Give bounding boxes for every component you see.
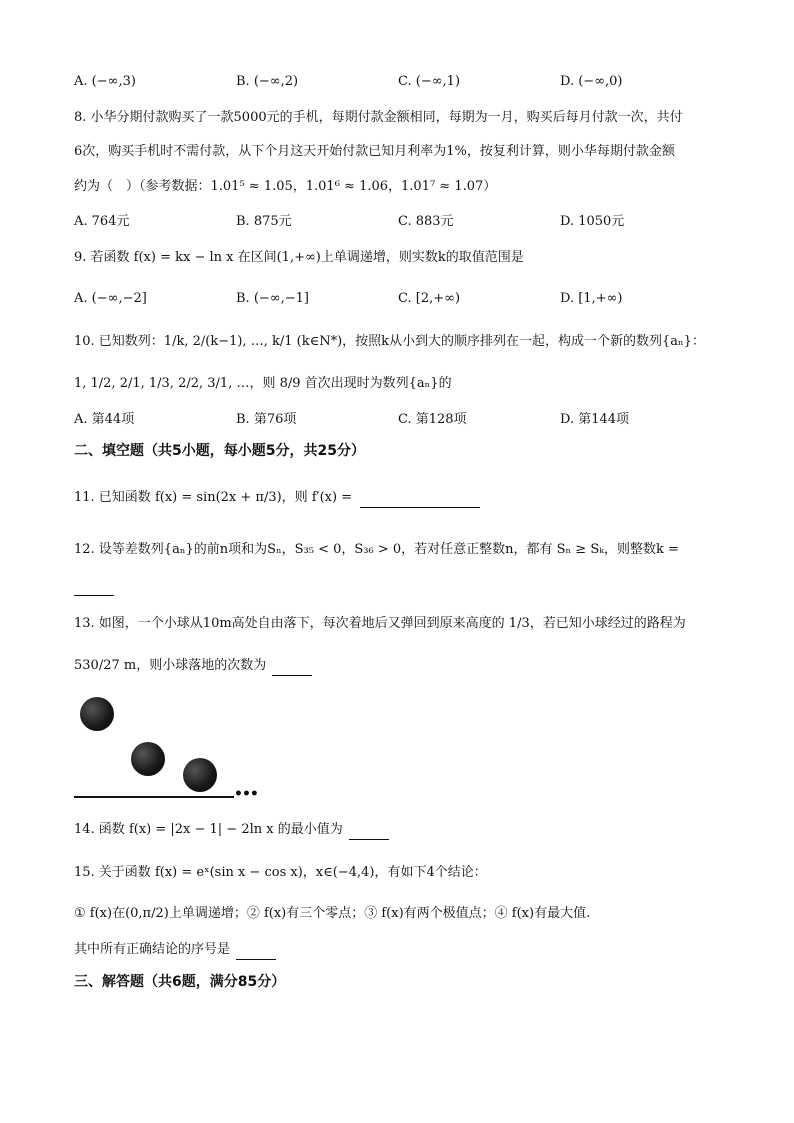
q13-answer-blank[interactable]: [272, 661, 312, 676]
q10-option-d: D. 第144项: [560, 412, 630, 427]
q14-text: 14. 函数 f(x) = |2x − 1| − 2ln x 的最小值为: [74, 822, 343, 837]
q15-answer-blank[interactable]: [236, 945, 276, 960]
q12-answer-blank[interactable]: [74, 581, 114, 596]
q15-line-3-text: 其中所有正确结论的序号是: [74, 942, 231, 957]
q10-line-1: 10. 已知数列：1/k, 2/(k−1), …, k/1 (k∈N*)，按照k从小到大的顺序排列在一起，构成一个新的数列{aₙ}：: [74, 334, 705, 349]
ellipsis-dots: •••: [234, 786, 258, 802]
q8-line-2: 6次，购买手机时不需付款，从下个月这天开始付款已知月利率为1%，按复利计算，则小华每期付款金额: [74, 144, 675, 159]
ball-3: [183, 758, 217, 792]
section-heading-answer: 三、解答题（共6题，满分85分）: [74, 974, 286, 990]
q9-option-a: A. (−∞,−2]: [74, 291, 147, 306]
q7-option-c: C. (−∞,1): [398, 74, 461, 89]
q14-answer-blank[interactable]: [349, 825, 389, 840]
q8-line-1: 8. 小华分期付款购买了一款5000元的手机，每期付款金额相同，每期为一月，购买后每月付款一次，共付: [74, 110, 683, 125]
ground-line: [74, 796, 234, 798]
q9-stem: 9. 若函数 f(x) = kx − ln x 在区间(1,+∞)上单调递增，则实数k的取值范围是: [74, 250, 524, 265]
q11-line: [74, 488, 480, 508]
q9-option-b: B. (−∞,−1]: [236, 291, 309, 306]
q8-line-3: 约为（ ）（参考数据：1.01⁵ ≈ 1.05，1.01⁶ ≈ 1.06，1.01⁷ ≈ 1.07）: [74, 179, 497, 194]
q12-line-1: 12. 设等差数列{aₙ}的前n项和为Sₙ，S₃₅ < 0，S₃₆ > 0，若对任意正整数n，都有 Sₙ ≥ Sₖ，则整数k =: [74, 542, 679, 557]
q10-option-a: A. 第44项: [74, 412, 135, 427]
q7-option-a: A. (−∞,3): [74, 74, 136, 89]
q13-line-2: [74, 656, 312, 676]
q8-option-d: D. 1050元: [560, 214, 625, 229]
ball-2: [131, 742, 165, 776]
q13-line-1: 13. 如图，一个小球从10m高处自由落下，每次着地后又弹回到原来高度的 1/3，若已知小球经过的路程为: [74, 616, 686, 631]
q11-answer-blank[interactable]: [360, 493, 480, 508]
q15-line-1: 15. 关于函数 f(x) = eˣ(sin x − cos x)，x∈(−4,4)，有如下4个结论：: [74, 865, 487, 880]
ball-1: [80, 697, 114, 731]
q15-line-3: [74, 940, 276, 960]
q10-line-2: 1, 1/2, 2/1, 1/3, 2/2, 3/1, …，则 8/9 首次出现时为数列{aₙ}的: [74, 376, 452, 391]
q13-line-2-text: 530/27 m，则小球落地的次数为: [74, 658, 267, 673]
q8-option-a: A. 764元: [74, 214, 130, 229]
q10-option-c: C. 第128项: [398, 412, 467, 427]
q15-line-2: ① f(x)在(0,π/2)上单调递增；② f(x)有三个零点；③ f(x)有两个极值点；④ f(x)有最大值.: [74, 906, 591, 921]
q9-option-c: C. [2,+∞): [398, 291, 461, 306]
q7-option-b: B. (−∞,2): [236, 74, 299, 89]
q14-line: [74, 820, 389, 840]
q11-text: 11. 已知函数 f(x) = sin(2x + π/3)，则 f′(x) =: [74, 490, 353, 505]
q8-option-c: C. 883元: [398, 214, 454, 229]
section-heading-fill-in: 二、填空题（共5小题，每小题5分，共25分）: [74, 443, 365, 459]
q10-option-b: B. 第76项: [236, 412, 297, 427]
q12-line-2: [74, 576, 114, 596]
q7-option-d: D. (−∞,0): [560, 74, 623, 89]
q8-option-b: B. 875元: [236, 214, 292, 229]
q9-option-d: D. [1,+∞): [560, 291, 623, 306]
